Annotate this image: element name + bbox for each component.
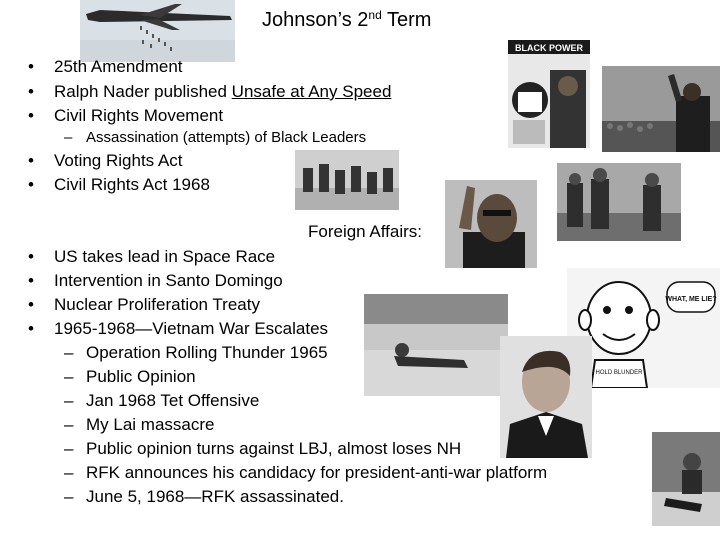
dash-icon: – [64,439,74,458]
bullet-icon: • [28,247,34,266]
dash-icon: – [64,367,74,386]
bullet-vietnam-escalates: 1965-1968—Vietnam War Escalates [54,319,329,338]
bullet-voting-rights-act: Voting Rights Act [54,151,183,170]
sub-rfk-candidacy: RFK announces his candidacy for president-anti-war platform [86,463,548,482]
bullet-icon: • [28,175,34,194]
bullet-icon: • [28,106,34,125]
bullet-icon: • [28,57,34,76]
bullet-civil-rights-act-1968: Civil Rights Act 1968 [54,175,210,194]
foreign-affairs-heading: Foreign Affairs: [308,222,423,241]
black-power-label: BLACK POWER [515,43,583,53]
bullet-space-race: US takes lead in Space Race [54,247,276,266]
dash-icon: – [64,129,73,146]
rfk-portrait-image [500,336,592,458]
mlk-speech-image [602,66,720,152]
bullet-ralph-nader: Ralph Nader published Unsafe at Any Speed [54,82,392,101]
malcolm-x-image [445,180,537,268]
selma-march-image [295,150,399,210]
book-title: Unsafe at Any Speed [231,82,392,101]
sub-tet-offensive: Jan 1968 Tet Offensive [86,391,260,410]
sub-my-lai: My Lai massacre [86,415,215,434]
bullet-icon: • [28,319,34,338]
sub-assassinations: Assassination (attempts) of Black Leaders [86,129,367,146]
bullet-nuclear-treaty: Nuclear Proliferation Treaty [54,295,260,314]
bullet-icon: • [28,82,34,101]
bullet-icon: • [28,295,34,314]
b52-bomber-image [80,0,235,62]
rfk-assassination-image [652,432,720,526]
vietnam-soldier-image [364,294,508,396]
dash-icon: – [64,391,74,410]
sub-public-opinion: Public Opinion [86,367,196,386]
bullet-civil-rights-movement: Civil Rights Movement [54,106,224,125]
bullet-icon: • [28,271,34,290]
dash-icon: – [64,343,74,362]
mad-bubble-text: WHAT, ME LIE? [665,296,717,303]
dash-icon: – [64,463,74,482]
dash-icon: – [64,487,74,506]
protest-crowd-image [557,163,681,241]
bullet-25th-amendment: 25th Amendment [54,57,183,76]
slide-title: Johnson’s 2nd Term [262,8,432,31]
sub-opinion-against-lbj: Public opinion turns against LBJ, almost loses NH [86,439,462,458]
sub-rolling-thunder: Operation Rolling Thunder 1965 [86,343,328,362]
dash-icon: – [64,415,74,434]
bullet-santo-domingo: Intervention in Santo Domingo [54,271,283,290]
black-power-poster-image [508,40,590,148]
mad-sign-text: HOLD BLUNDER [595,370,643,376]
bullet-icon: • [28,151,34,170]
sub-rfk-assassinated: June 5, 1968—RFK assassinated. [86,487,344,506]
